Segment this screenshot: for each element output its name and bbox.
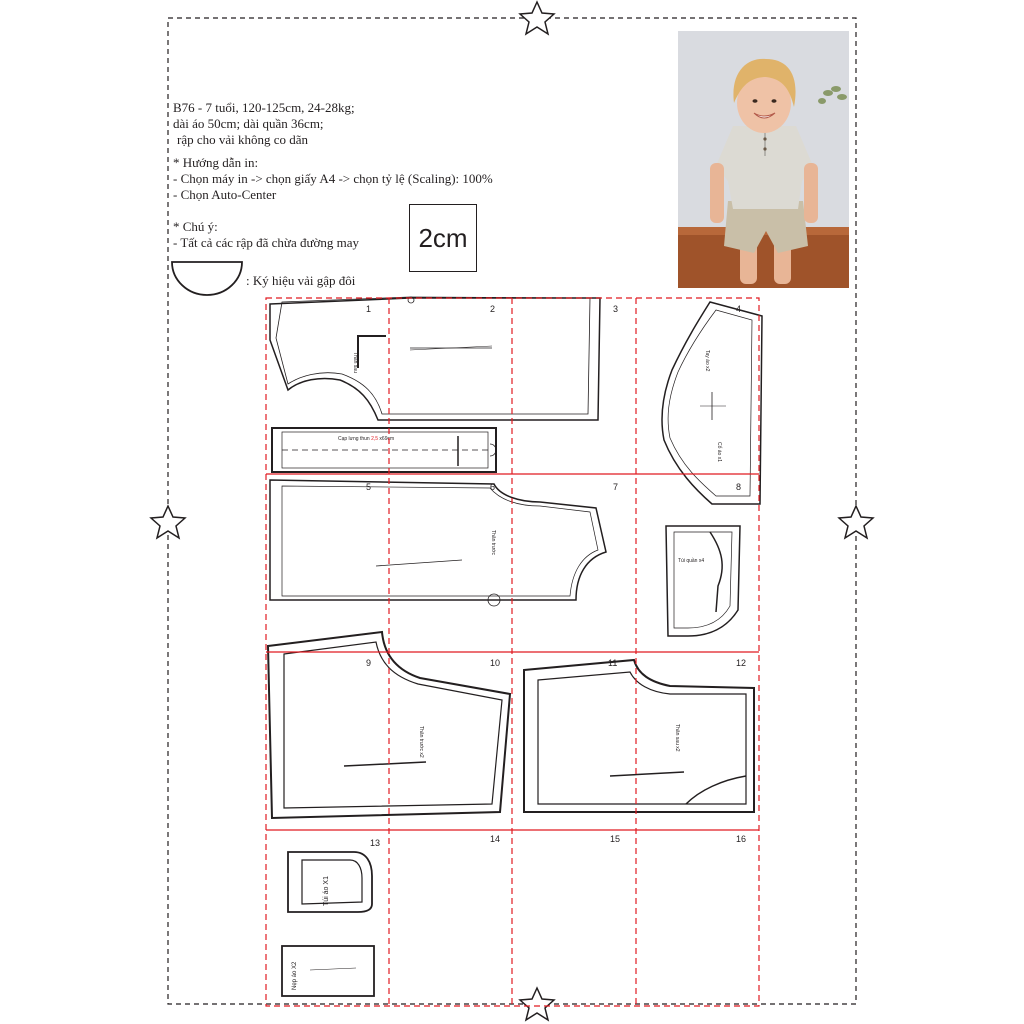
back-shirt-label: Thân sau bbox=[352, 352, 358, 373]
star-icon bbox=[520, 2, 554, 34]
size-line: B76 - 7 tuổi, 120-125cm, 24-28kg; bbox=[173, 100, 355, 115]
cell-number: 5 bbox=[366, 482, 372, 492]
cell-number: 10 bbox=[490, 658, 501, 668]
facing-label: Nẹp áo X2 bbox=[292, 961, 298, 990]
collar-label: Cổ áo x1 bbox=[716, 442, 722, 463]
cell-number: 12 bbox=[736, 658, 747, 668]
shirt-pocket-label: Túi áo X1 bbox=[323, 876, 330, 906]
cell-number: 3 bbox=[613, 304, 619, 314]
note-seam-allowance: - Tất cả các rập đã chừa đường may bbox=[173, 235, 360, 250]
cell-number: 13 bbox=[370, 838, 381, 848]
scale-check-box: 2cm bbox=[409, 204, 477, 272]
cell-number: 9 bbox=[366, 658, 372, 668]
fold-legend: : Ký hiệu vải gập đôi bbox=[246, 273, 356, 288]
fabric-line: rập cho vải không co dãn bbox=[177, 132, 309, 147]
print-step-1: - Chọn máy in -> chọn giấy A4 -> chọn tỷ lệ (Scaling): 100% bbox=[173, 171, 493, 186]
sleeve-top-label: Tay áo x2 bbox=[704, 350, 710, 372]
cell-number: 8 bbox=[736, 482, 742, 492]
pattern-pieces bbox=[268, 297, 762, 996]
grid-cell-numbers bbox=[366, 304, 746, 848]
cell-number: 7 bbox=[613, 482, 619, 492]
cell-number: 14 bbox=[490, 834, 501, 844]
front-shirt-label: Thân trước bbox=[490, 530, 496, 555]
back-pocket-label: Túi quần x4 bbox=[678, 558, 705, 564]
pants-back-label: Thân sau x2 bbox=[674, 724, 680, 752]
length-line: dài áo 50cm; dài quần 36cm; bbox=[173, 116, 324, 131]
print-step-2: - Chọn Auto-Center bbox=[173, 187, 277, 202]
cell-number: 15 bbox=[610, 834, 621, 844]
cell-number: 2 bbox=[490, 304, 496, 314]
fold-symbol-icon bbox=[172, 262, 242, 295]
cell-number: 6 bbox=[490, 482, 496, 492]
waistband-label: Cạp lưng thun 2,5 x69cm bbox=[338, 436, 395, 442]
star-icon bbox=[520, 988, 554, 1020]
star-icon bbox=[839, 506, 873, 538]
cell-number: 4 bbox=[736, 304, 742, 314]
star-icon bbox=[151, 506, 185, 538]
cell-number: 1 bbox=[366, 304, 372, 314]
cell-number: 16 bbox=[736, 834, 747, 844]
cell-number: 11 bbox=[608, 658, 618, 668]
note-title: * Chú ý: bbox=[173, 219, 218, 234]
print-guide-title: * Hướng dẫn in: bbox=[173, 155, 259, 170]
pants-front-label: Thân trước x2 bbox=[418, 726, 424, 758]
page-grid bbox=[266, 298, 759, 1006]
